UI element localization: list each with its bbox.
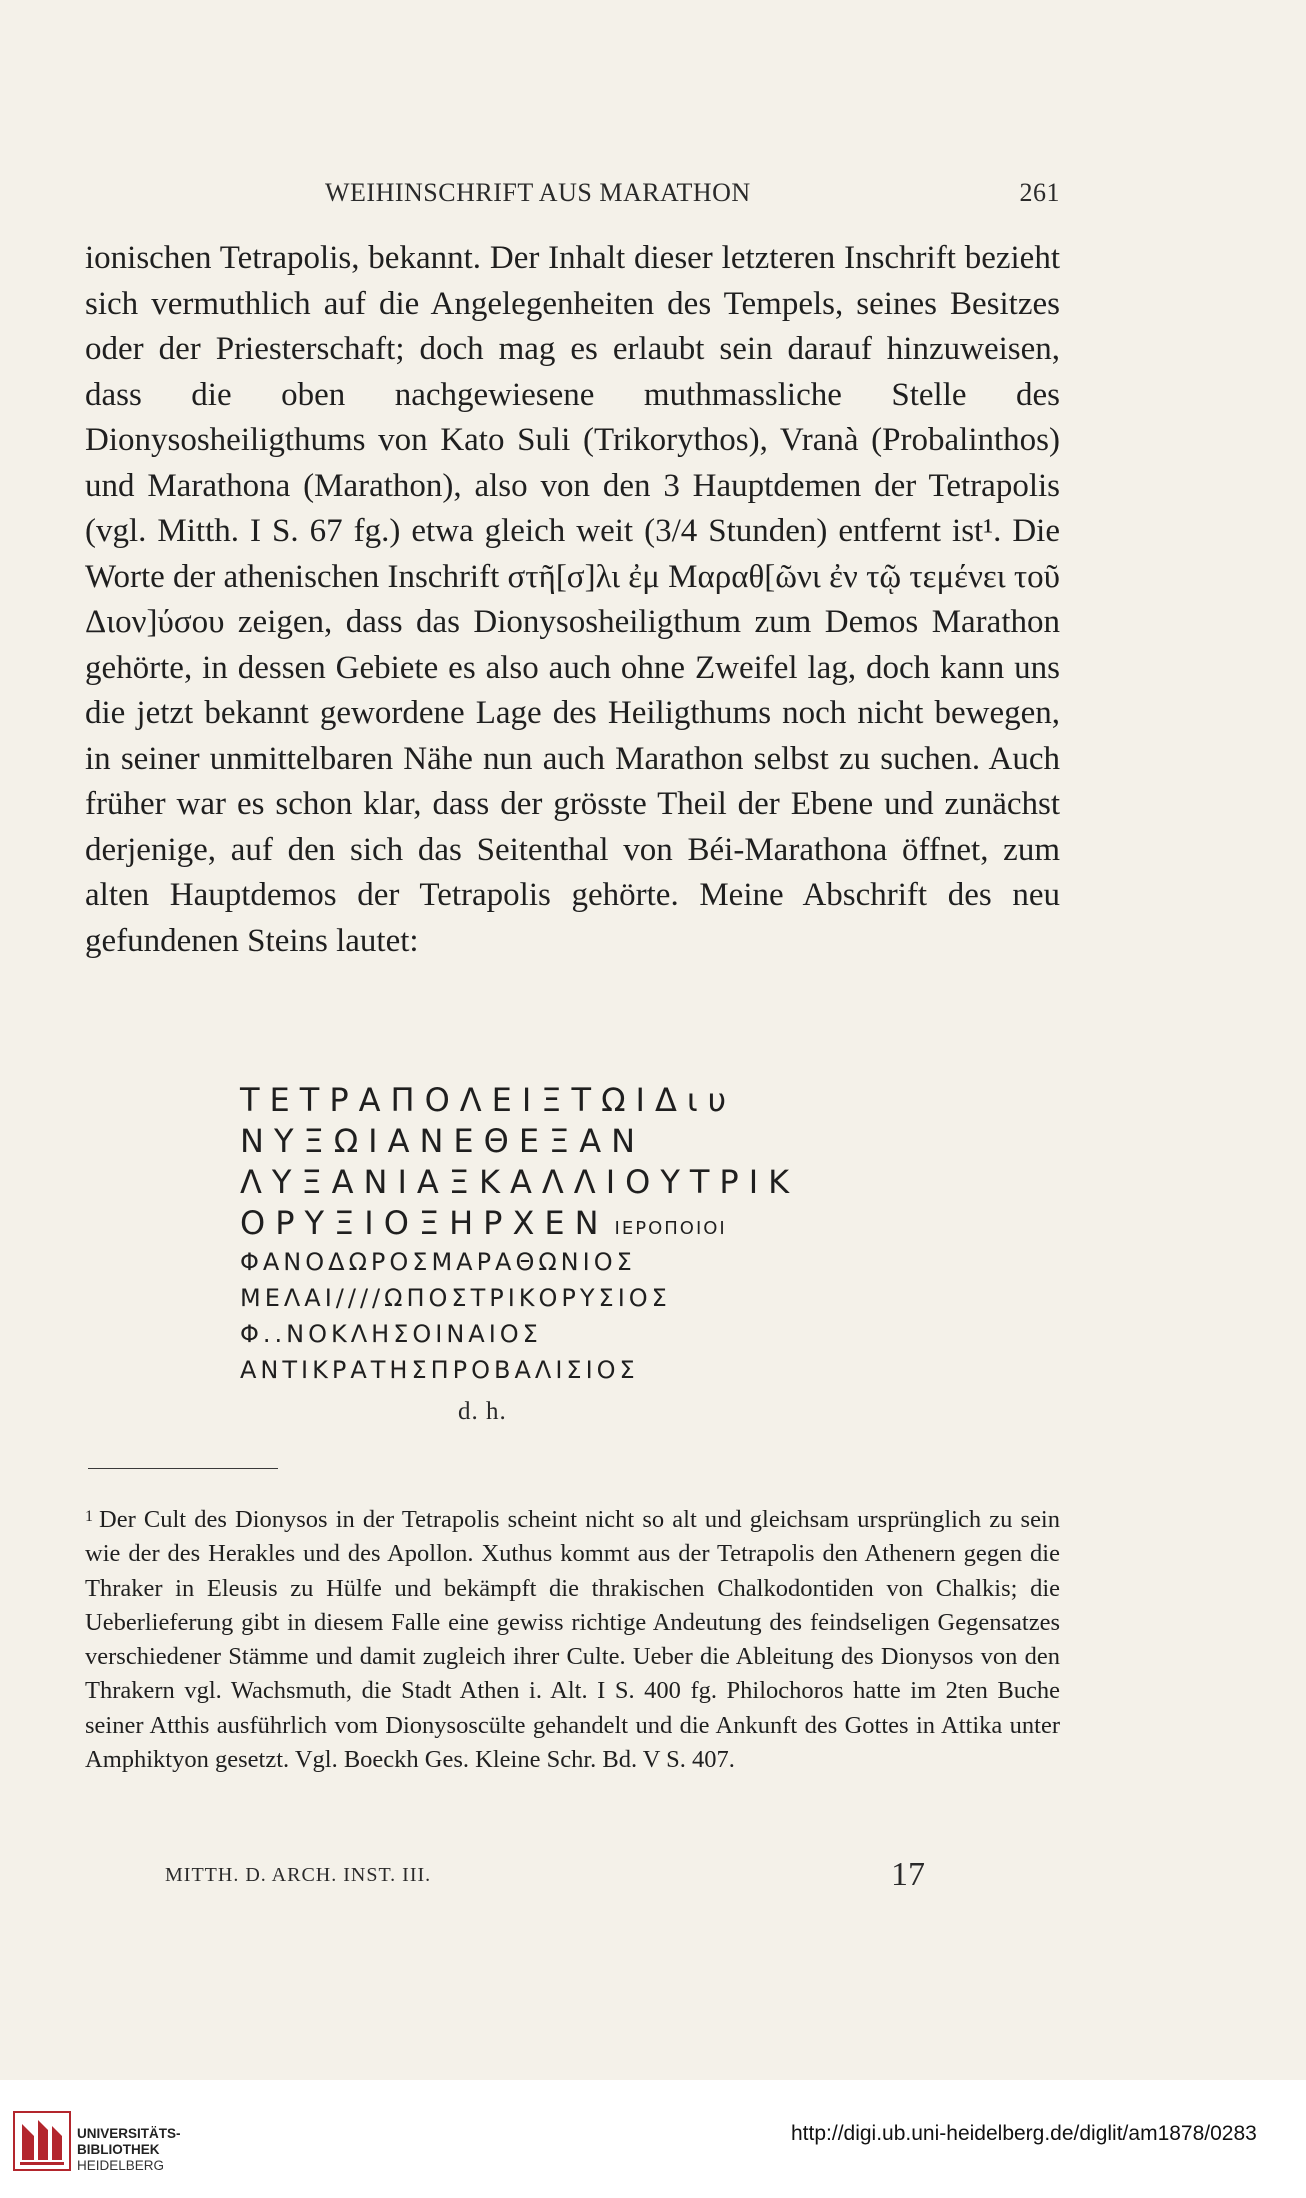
inscription-line-2: ΝΥΞΩΙΑΝΕΘΕΞΑΝ bbox=[240, 1122, 646, 1160]
library-name bbox=[77, 2126, 181, 2174]
inscription-line-1: ΤΕΤΡΑΠΟΛΕΙΞΤΩΙΔιυ bbox=[240, 1081, 737, 1119]
inscription-line-6: ΜΕΛΑΙ////ΩΠΟΣΤΡΙΚΟΡΥΣΙΟΣ bbox=[240, 1284, 671, 1312]
running-header bbox=[85, 178, 1060, 218]
inscription-line-5: ΦΑΝΟΔΩΡΟΣΜΑΡΑΘΩΝΙΟΣ bbox=[240, 1248, 636, 1276]
footnote bbox=[85, 1500, 1060, 1777]
footnote-divider bbox=[88, 1468, 278, 1469]
footnote-marker: 1 bbox=[85, 1508, 93, 1525]
permalink-url[interactable]: http://digi.ub.uni-heidelberg.de/diglit/am1878/0283 bbox=[791, 2122, 1257, 2145]
inscription-line-4-suffix: ΙΕΡΟΠΟΙΟΙ bbox=[614, 1218, 727, 1239]
library-line-2: BIBLIOTHEK bbox=[77, 2142, 160, 2157]
library-line-1: UNIVERSITÄTS- bbox=[77, 2126, 181, 2141]
main-text bbox=[85, 236, 1060, 964]
running-title: WEIHINSCHRIFT AUS MARATHON bbox=[325, 178, 751, 207]
inscription-line-3: ΛΥΞΑΝΙΑΞΚΑΛΛΙΟΥΤΡΙΚ bbox=[240, 1163, 800, 1201]
library-line-3: HEIDELBERG bbox=[77, 2158, 165, 2173]
signature-line bbox=[85, 1856, 1060, 1901]
signature-text: MITTH. D. ARCH. INST. III. bbox=[165, 1864, 432, 1886]
body-paragraph: ionischen Tetrapolis, bekannt. Der Inhalt dieser letzteren Inschrift bezieht sich vermuthlich auf die Angelegenheiten des Tempels, seines Besitzes oder der Priesterschaft; doch mag es erlaubt sein darauf hinzuweisen, dass die oben nachgewiesene muthmassliche Stelle des Dionysosheiligthums von Kato Suli (Trikorythos), Vranà (Probalinthos) und Marathona (Marathon), also von den 3 Hauptdemen der Tetrapolis (vgl. Mitth. I S. 67 fg.) etwa gleich weit (3/4 Stunden) entfernt ist¹. Die Worte der athenischen Inschrift στῆ[σ]λι ἐμ Μαραθ[ῶνι ἐν τῷ τεμένει τοῦ Διον]ύσου zeigen, dass das Dionysosheiligthum zum Demos Marathon gehörte, in dessen Gebiete es also auch ohne Zweifel lag, doch kann uns die jetzt bekannt gewordene Lage des Heiligthums noch nicht bewegen, in seiner unmittelbaren Nähe nun auch Marathon selbst zu suchen. Auch früher war es schon klar, dass der grösste Theil der Ebene und zunächst derjenige, auf den sich das Seitenthal von Béi-Marathona öffnet, zum alten Hauptdemos der Tetrapolis gehörte. Meine Abschrift des neu gefundenen Steins lautet: bbox=[85, 240, 1060, 959]
inscription-transcription bbox=[240, 1080, 940, 1388]
footnote-text: Der Cult des Dionysos in der Tetrapolis scheint nicht so alt und gleichsam ursprünglich zu sein wie der des Herakles und des Apollon. Xuthus kommt aus der Tetrapolis den Athenern gegen die Thraker in Eleusis zu Hülfe und bekämpft die thrakischen Chalkodontiden von Chalkis; die Ueberlieferung gibt in diesem Falle eine gewiss richtige Andeutung des feindseligen Gegensatzes verschiedener Stämme und damit zugleich ihrer Culte. Ueber die Ableitung des Dionysos von den Thrakern vgl. Wachsmuth, die Stadt Athen i. Alt. I S. 400 fg. Philochoros hatte im 2ten Buche seiner Atthis ausführlich vom Dionysoscülte gehandelt und die Ankunft des Gottes in Attika unter Amphiktyon gesetzt. Vgl. Boeckh Ges. Kleine Schr. Bd. V S. 407. bbox=[85, 1506, 1060, 1774]
inscription-line-4 bbox=[240, 1203, 940, 1244]
dh-abbreviation: d. h. bbox=[458, 1398, 507, 1425]
inscription-line-7: Φ..ΝΟΚΛΗΣΟΙΝΑΙΟΣ bbox=[240, 1320, 542, 1348]
inscription-line-4-main: ΟΡΥΞΙΟΞΗΡΧΕΝ bbox=[240, 1204, 609, 1242]
signature-number: 17 bbox=[891, 1856, 925, 1893]
page-number: 261 bbox=[1019, 178, 1060, 207]
library-logo-icon bbox=[12, 2110, 72, 2172]
inscription-line-8: ΑΝΤΙΚΡΑΤΗΣΠΡΟΒΑΛΙΣΙΟΣ bbox=[240, 1356, 639, 1384]
